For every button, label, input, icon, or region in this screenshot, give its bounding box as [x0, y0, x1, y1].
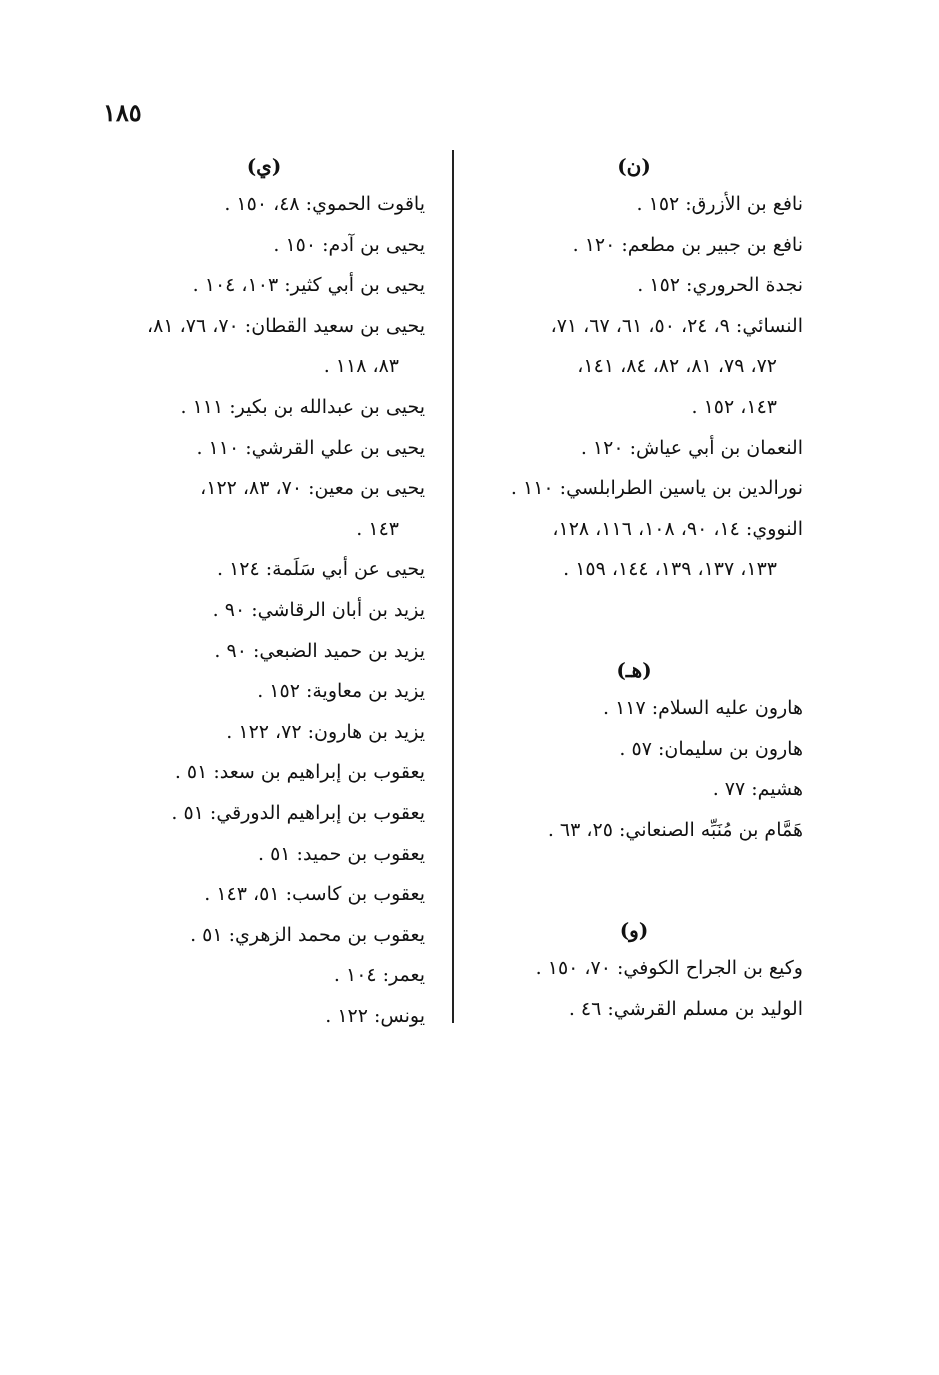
- index-entry-continuation: ١٣٣، ١٣٧، ١٣٩، ١٤٤، ١٥٩ .: [563, 558, 777, 581]
- index-entry: هشيم: ٧٧ .: [712, 778, 803, 801]
- index-entry: الوليد بن مسلم القرشي: ٤٦ .: [568, 997, 803, 1020]
- index-entry: النووي: ١٤، ٩٠، ١٠٨، ١١٦، ١٢٨،: [552, 517, 803, 540]
- column-divider: [452, 150, 454, 1023]
- index-entry-continuation: ٨٣، ١١٨ .: [323, 355, 399, 378]
- index-entry: يحيى بن آدم: ١٥٠ .: [273, 233, 425, 256]
- index-entry: نجدة الحروري: ١٥٢ .: [637, 274, 803, 297]
- index-entry: يعمر: ١٠٤ .: [333, 964, 425, 987]
- index-column-right: [465, 148, 803, 1030]
- index-entry: يعقوب بن كاسب: ٥١، ١٤٣ .: [204, 883, 425, 906]
- index-entry: يحيى بن سعيد القطان: ٧٠، ٧٦، ٨١،: [147, 314, 425, 337]
- index-entry: هارون عليه السلام: ١١٧ .: [602, 696, 803, 719]
- index-entry: هَمَّام بن مُنَبِّه الصنعاني: ٢٥، ٦٣ .: [547, 818, 803, 841]
- index-entry: يعقوب بن إبراهيم بن سعد: ٥١ .: [174, 761, 425, 784]
- index-entry: يعقوب بن محمد الزهري: ٥١ .: [190, 923, 425, 946]
- index-entry: يحيى بن أبي كثير: ١٠٣، ١٠٤ .: [192, 274, 425, 297]
- index-entry: يحيى بن معين: ٧٠، ٨٣، ١٢٢،: [200, 477, 425, 500]
- index-entry: نافع بن الأزرق: ١٥٢ .: [636, 193, 803, 215]
- section-letter-ya: (ي): [246, 154, 282, 178]
- index-entry: نافع بن جبير بن مطعم: ١٢٠ .: [572, 233, 803, 256]
- index-entry: وكيع بن الجراح الكوفي: ٧٠، ١٥٠ .: [535, 957, 803, 980]
- index-entry: يونس: ١٢٢ .: [325, 1004, 425, 1027]
- page-number: ١٨٥: [103, 98, 142, 127]
- index-entry: يحيى بن علي القرشي: ١١٠ .: [196, 436, 425, 459]
- index-entry: يزيد بن أبان الرقاشي: ٩٠ .: [212, 598, 425, 621]
- index-entry: يحيى عن أبي سَلَمة: ١٢٤ .: [217, 558, 425, 581]
- index-entry: النعمان بن أبي عياش: ١٢٠ .: [580, 436, 803, 459]
- section-letter-waw: (و): [619, 918, 649, 943]
- index-entry: نورالدين بن ياسين الطرابلسي: ١١٠ .: [510, 477, 803, 500]
- index-entry: يزيد بن معاوية: ١٥٢ .: [257, 680, 425, 703]
- index-entry: يعقوب بن إبراهيم الدورقي: ٥١ .: [171, 801, 425, 824]
- index-entry: يعقوب بن حميد: ٥١ .: [258, 842, 425, 865]
- index-entry: يحيى بن عبدالله بن بكير: ١١١ .: [180, 395, 425, 418]
- section-letter-ha: (هـ): [616, 657, 652, 682]
- index-entry: هارون بن سليمان: ٥٧ .: [619, 737, 803, 760]
- index-entry-continuation: ٧٢، ٧٩، ٨١، ٨٢، ٨٤، ١٤١،: [577, 355, 777, 378]
- section-letter-noon: (ن): [617, 154, 651, 178]
- index-entry-continuation: ١٤٣، ١٥٢ .: [691, 395, 777, 418]
- index-entry: يزيد بن هارون: ٧٢، ١٢٢ .: [226, 720, 425, 743]
- index-column-left: [103, 148, 425, 1036]
- index-entry: النسائي: ٩، ٢٤، ٥٠، ٦١، ٦٧، ٧١،: [550, 314, 803, 337]
- index-entry: يزيد بن حميد الضبعي: ٩٠ .: [214, 639, 425, 662]
- index-entry: ياقوت الحموي: ٤٨، ١٥٠ .: [224, 193, 425, 215]
- index-entry-continuation: ١٤٣ .: [356, 517, 399, 540]
